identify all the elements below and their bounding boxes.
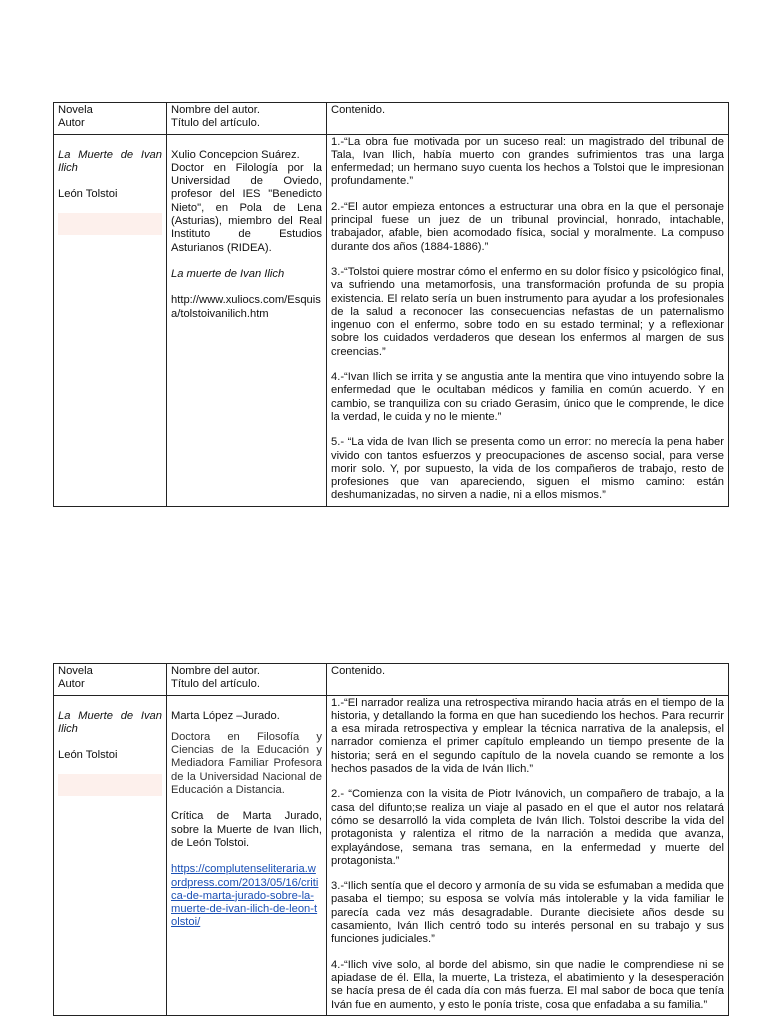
article-cell — [167, 695, 327, 1015]
header-novela: Novela — [58, 665, 93, 677]
table-header-row — [54, 664, 729, 696]
novel-title: La Muerte de Ivan Ilich — [58, 148, 162, 174]
article-title: Crítica de Marta Jurado, sobre la Muerte de Ivan Ilich, de León Tolstoi. — [171, 810, 322, 849]
header-novela-autor — [54, 664, 167, 696]
novel-author: León Tolstoi — [58, 188, 118, 201]
essay-table-1 — [53, 102, 729, 507]
novel-cell — [54, 134, 167, 506]
table-row — [54, 134, 729, 506]
content-paragraph-2: 2.- “Comienza con la visita de Piotr Ivánovich, un compañero de trabajo, a la casa del difunto;se realiza un viaje al pasado en el que el autor nos relatará cómo se desarrolló la vida completa de Iván Ilich. Tolstoi describe la vida del protagonista y ralentiza el ritmo de la narración a medida que avanza, explayándose, semana tras semana, en la enfermedad y muerte del protagonista.” — [331, 788, 724, 867]
header-nombre-autor: Nombre del autor. — [171, 665, 260, 677]
novel-cell — [54, 695, 167, 1015]
author-bio: Doctora en Filosofía y Ciencias de la Educación y Mediadora Familiar Profesora de la Universidad Nacional de Educación a Distancia. — [171, 730, 322, 797]
header-titulo-articulo: Título del artículo. — [171, 117, 260, 130]
content-paragraph-5: 5.- “La vida de Ivan Ilich se presenta como un error: no merecía la pena haber vivido con tantos esfuerzos y preocupaciones de ascenso social, para verse morir solo. Y, por supuesto, la vida de los compañeros de trabajo, resto de profesiones que van apareciendo, siguen el mismo camino: están deshumanizadas, no sirven a nadie, ni a ellos mismos.” — [331, 436, 724, 502]
content-paragraph-1: 1.-“El narrador realiza una retrospectiva mirando hacia atrás en el tiempo de la historia, y detallando la forma en que han sucediendo los hechos. Para recurrir a esa mirada retrospectiva y emplear la técnica narrativa de la analepsis, el narrador comienza el primer capítulo empleando un tiempo presente de la historia; será en el segundo capítulo de la novela cuando se remonte a los hechos pasados de la vida de Iván Ilich.” — [331, 696, 724, 776]
header-nombre-titulo — [167, 103, 327, 135]
header-nombre-autor: Nombre del autor. — [171, 104, 260, 116]
essay-table-2 — [53, 663, 729, 1016]
content-paragraph-4: 4.-“Ilich vive solo, al borde del abismo, sin que nadie le comprendiese ni se apiadase de él. Ella, la muerte, La tristeza, el abatimiento y la desesperación se hacía presa de él cada día con más fuerza. El mal sabor de boca que tenía Iván fue en aumento, y esto le ponía triste, cosa que enfadaba a su familia.” — [331, 958, 724, 1011]
content-paragraph-1: 1.-“La obra fue motivada por un suceso real: un magistrado del tribunal de Tala, Ivan Ilich, había muerto con grandes sufrimientos tras una larga enfermedad; un hermano suyo cuenta los hechos a Tolstoi que le impresionan profundamente.” — [331, 135, 724, 188]
article-cell — [167, 134, 327, 506]
article-author: Xulio Concepcion Suárez. — [171, 148, 300, 161]
novel-author: León Tolstoi — [58, 749, 118, 762]
article-author: Marta López –Jurado. — [171, 709, 280, 722]
table-header-row — [54, 103, 729, 135]
header-titulo-articulo: Título del artículo. — [171, 678, 260, 691]
header-contenido-label: Contenido. — [331, 104, 386, 116]
highlight-box — [58, 213, 162, 235]
table-row — [54, 695, 729, 1015]
header-novela-autor — [54, 103, 167, 135]
article-title: La muerte de Ivan Ilich — [171, 267, 285, 280]
content-cell — [327, 134, 729, 506]
header-contenido-label: Contenido. — [331, 665, 386, 677]
content-cell — [327, 695, 729, 1015]
header-contenido — [327, 664, 729, 696]
header-contenido — [327, 103, 729, 135]
highlight-box — [58, 774, 162, 796]
content-paragraph-2: 2.-“El autor empieza entonces a estructurar una obra en la que el personaje principal fuese un juez de un tribunal provincial, honrado, intachable, trabajador, afable, bien acomodado física, social y moralmente. La compuso durante dos años (1884-1886).” — [331, 200, 724, 253]
header-novela: Novela — [58, 104, 93, 116]
author-bio: Doctor en Filología por la Universidad de Oviedo, profesor del IES "Benedicto Nieto", en Pola de Lena (Asturias), miembro del Real Instituto de Estudios Asturianos (RIDEA). — [171, 161, 322, 254]
header-autor: Autor — [58, 117, 85, 130]
article-link[interactable]: https://complutenseliteraria.wordpress.com/2013/05/16/critica-de-marta-jurado-sobre-la-muerte-de-ivan-ilich-de-leon-tolstoi/ — [171, 863, 319, 929]
content-paragraph-4: 4.-“Ivan Ilich se irrita y se angustia ante la mentira que vino intuyendo sobre la enfermedad que le ocultaban médicos y familia en común acuerdo. Y en cambio, se tranquiliza con su criado Gerasim, único que le comprende, le dice la verdad, le cuida y no le miente.” — [331, 371, 724, 423]
article-url: http://www.xuliocs.com/Esquisa/tolstoivanilich.htm — [171, 294, 321, 320]
header-nombre-titulo — [167, 664, 327, 696]
content-paragraph-3: 3.-“Ilich sentía que el decoro y armonía de su vida se esfumaban a medida que pasaba el tiempo; su esposa se volvía más intolerable y la vida familiar le parecía cada vez más desagradable. Durante diecisiete años desde su casamiento, Iván Ilich centró todo su interés personal en su trabajo y sus funciones judiciales.” — [331, 880, 724, 946]
novel-title: La Muerte de Ivan Ilich — [58, 709, 162, 735]
header-autor: Autor — [58, 678, 85, 691]
content-paragraph-3: 3.-“Tolstoi quiere mostrar cómo el enfermo en su dolor físico y psicológico final, va sufriendo una metamorfosis, una transformación profunda de su propia existencia. El relato sería un buen instrumento para ayudar a los profesionales de la salud a reconocer las consecuencias nefastas de un paternalismo ingenuo con el enfermo, sobre todo en su estado terminal; y a reflexionar sobre los cuidados verdaderos que desean los enfermos al margen de sus creencias.” — [331, 265, 724, 358]
